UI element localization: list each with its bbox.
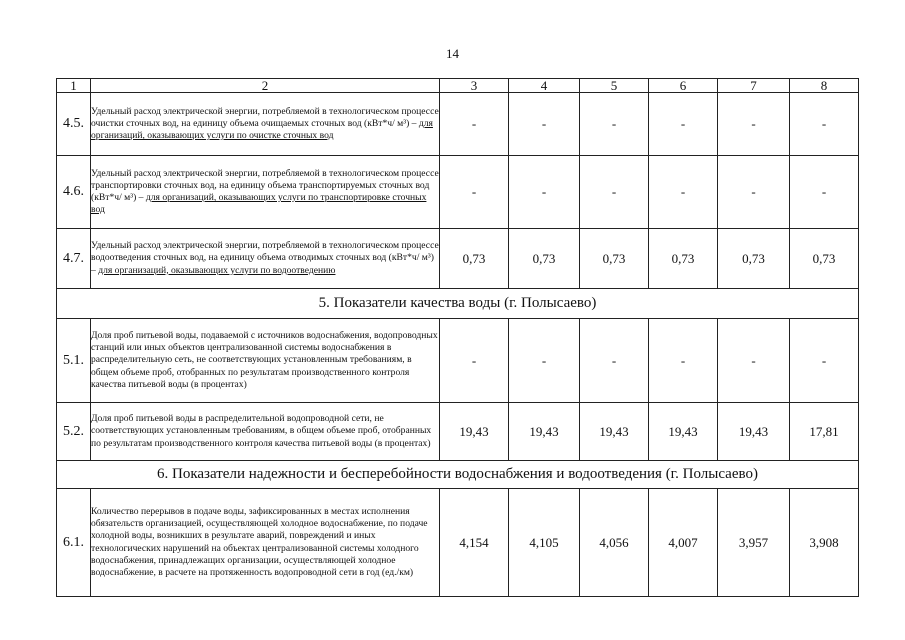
table-header-row (57, 79, 859, 93)
value-cell: - (580, 93, 649, 156)
value-cell: 4,105 (509, 489, 580, 597)
description-text: Доля проб питьевой воды в распределительной водопроводной сети, не соответствующих установленным требованиям, в общем объеме проб, отобранных по результатам производственного контроля качества питьевой воды (в процентах) (91, 413, 432, 449)
indicators-table (56, 78, 859, 597)
value-cell: - (790, 93, 859, 156)
value-cell: - (509, 319, 580, 403)
section-row (57, 289, 859, 319)
header-cell: 5 (580, 79, 649, 93)
header-cell: 3 (440, 79, 509, 93)
value-cell: 3,957 (718, 489, 790, 597)
table-row (57, 93, 859, 156)
value-cell: 0,73 (509, 229, 580, 289)
value-cell: - (718, 156, 790, 229)
value-cell: 3,908 (790, 489, 859, 597)
description-text: Удельный расход электрической энергии, потребляемой в технологическом процессе транспортировки сточных вод, на единицу объема транспортируемых сточных вод (кВт*ч/ м³) – (91, 167, 439, 203)
row-description (91, 229, 440, 289)
header-cell: 6 (649, 79, 718, 93)
value-cell: - (718, 319, 790, 403)
value-cell: - (649, 156, 718, 229)
value-cell: 4,007 (649, 489, 718, 597)
value-cell: 0,73 (718, 229, 790, 289)
row-number: 5.1. (57, 319, 91, 403)
description-text: Удельный расход электрической энергии, потребляемой в технологическом процессе водоотведения сточных вод, на единицу объема отводимых сточных вод (кВт*ч/ м³) – (91, 240, 439, 276)
header-cell: 7 (718, 79, 790, 93)
value-cell: 4,056 (580, 489, 649, 597)
row-description (91, 489, 440, 597)
value-cell: 0,73 (649, 229, 718, 289)
table-row (57, 229, 859, 289)
value-cell: 19,43 (509, 403, 580, 461)
value-cell: - (509, 93, 580, 156)
row-number: 6.1. (57, 489, 91, 597)
value-cell: 19,43 (440, 403, 509, 461)
table-row (57, 156, 859, 229)
value-cell: - (440, 156, 509, 229)
table-row (57, 489, 859, 597)
description-text: Доля проб питьевой воды, подаваемой с источников водоснабжения, водопроводных станций или иных объектов централизованной системы водоснабжения в распределительную сеть, не соответствующих установленным требованиям, в общем объеме проб, отобранных по результатам производственного контроля качества питьевой воды (в процентах) (91, 330, 438, 390)
page-number: 14 (446, 46, 459, 61)
value-cell: 19,43 (718, 403, 790, 461)
description-text: Количество перерывов в подаче воды, зафиксированных в местах исполнения обязательств организацией, осуществляющей холодное водоснабжение, по подаче холодной воды, возникших в результате аварий, повреждений и иных технологических нарушений на объектах централизованной системы холодного водоснабжения, принадлежащих организации, осуществляющей холодное водоснабжение, в расчете на протяженность водопроводной сети в год (ед./км) (91, 506, 428, 578)
header-cell: 2 (91, 79, 440, 93)
value-cell: 0,73 (790, 229, 859, 289)
description-underlined: для организаций, оказывающих услуги по водоотведению (98, 264, 336, 276)
value-cell: - (580, 156, 649, 229)
row-description (91, 156, 440, 229)
description-text: Удельный расход электрической энергии, потребляемой в технологическом процессе очистки сточных вод, на единицу объема очищаемых сточных вод (кВт*ч/ м³) – (91, 105, 439, 129)
value-cell: - (440, 319, 509, 403)
row-description (91, 403, 440, 461)
value-cell: - (440, 93, 509, 156)
value-cell: - (649, 319, 718, 403)
section-title: 5. Показатели качества воды (г. Полысаево) (57, 289, 859, 319)
value-cell: 4,154 (440, 489, 509, 597)
value-cell: 0,73 (580, 229, 649, 289)
row-description (91, 93, 440, 156)
row-description (91, 319, 440, 403)
header-cell: 4 (509, 79, 580, 93)
value-cell: - (509, 156, 580, 229)
value-cell: - (790, 319, 859, 403)
value-cell: 17,81 (790, 403, 859, 461)
section-title: 6. Показатели надежности и бесперебойности водоснабжения и водоотведения (г. Полысаево) (57, 461, 859, 489)
table-row (57, 403, 859, 461)
header-cell: 1 (57, 79, 91, 93)
description-underlined: для организаций, оказывающих услуги по очистке сточных вод (91, 117, 433, 142)
row-number: 4.5. (57, 93, 91, 156)
value-cell: 19,43 (580, 403, 649, 461)
value-cell: - (718, 93, 790, 156)
table-row (57, 319, 859, 403)
row-number: 4.7. (57, 229, 91, 289)
value-cell: 19,43 (649, 403, 718, 461)
section-row (57, 461, 859, 489)
header-cell: 8 (790, 79, 859, 93)
row-number: 5.2. (57, 403, 91, 461)
value-cell: - (649, 93, 718, 156)
row-number: 4.6. (57, 156, 91, 229)
value-cell: - (580, 319, 649, 403)
description-underlined: для организаций, оказывающих услуги по транспортировке сточных вод (91, 192, 427, 216)
value-cell: 0,73 (440, 229, 509, 289)
value-cell: - (790, 156, 859, 229)
